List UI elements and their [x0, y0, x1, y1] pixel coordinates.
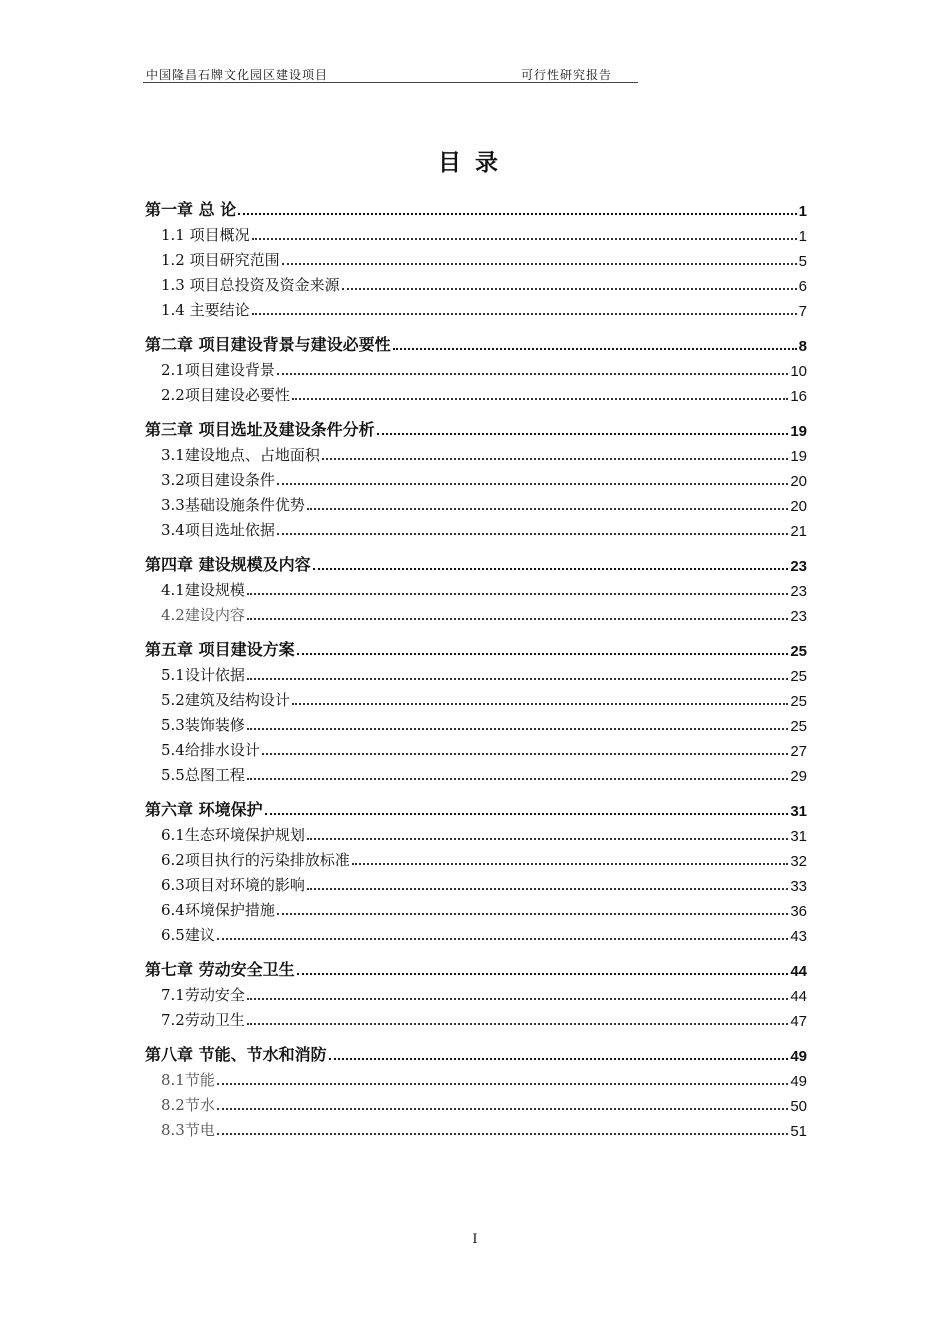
toc-entry-page: 19 [790, 423, 807, 440]
toc-entry-label: 第二章 项目建设背景与建设必要性 [145, 335, 391, 354]
toc-section-entry[interactable] [145, 980, 807, 1005]
dot-leader [277, 913, 788, 915]
toc-chapter-entry[interactable] [145, 414, 807, 440]
toc-section-entry[interactable] [145, 1005, 807, 1030]
dot-leader [277, 533, 788, 535]
toc-title: 目录 [438, 149, 512, 176]
toc-entry-page: 20 [790, 473, 807, 490]
toc-entry-label: 2.2项目建设必要性 [161, 386, 290, 404]
toc-section-entry[interactable] [145, 295, 807, 320]
dot-leader [252, 238, 797, 240]
toc-section-entry[interactable] [145, 685, 807, 710]
toc-entry-page: 44 [790, 963, 807, 980]
dot-leader [277, 483, 788, 485]
toc-entry-page: 23 [790, 608, 807, 625]
toc-section-entry[interactable] [145, 515, 807, 540]
toc-entry-page: 25 [790, 718, 807, 735]
toc-entry-page: 43 [790, 928, 807, 945]
toc-entry-label: 5.3装饰装修 [161, 716, 245, 734]
toc-entry-label: 5.2建筑及结构设计 [161, 691, 290, 709]
toc-entry-label: 3.3基础设施条件优势 [161, 496, 305, 514]
toc-entry-page: 49 [790, 1073, 807, 1090]
toc-entry-label: 第八章 节能、节水和消防 [145, 1045, 327, 1064]
toc-section-entry[interactable] [145, 870, 807, 895]
dot-leader [313, 568, 789, 570]
dot-leader [247, 593, 788, 595]
dot-leader [393, 348, 797, 350]
toc-section-entry[interactable] [145, 600, 807, 625]
toc-chapter-entry[interactable] [145, 794, 807, 820]
toc-entry-label: 第三章 项目选址及建设条件分析 [145, 420, 375, 439]
toc-chapter-entry[interactable] [145, 549, 807, 575]
toc-entry-label: 6.3项目对环境的影响 [161, 876, 305, 894]
toc-entry-page: 25 [790, 643, 807, 660]
toc-entry-label: 6.1生态环境保护规划 [161, 826, 305, 844]
toc-entry-label: 8.2节水 [161, 1096, 215, 1114]
dot-leader [377, 433, 789, 435]
toc-chapter-entry[interactable] [145, 954, 807, 980]
toc-section-entry[interactable] [145, 1090, 807, 1115]
toc-entry-label: 1.2 项目研究范围 [161, 251, 280, 269]
toc-section-entry[interactable] [145, 845, 807, 870]
header-project-title: 中国隆昌石牌文化园区建设项目 [146, 68, 329, 82]
dot-leader [307, 508, 788, 510]
toc-entry-label: 1.4 主要结论 [161, 301, 250, 319]
toc-section-entry[interactable] [145, 710, 807, 735]
dot-leader [247, 998, 788, 1000]
header-report-type: 可行性研究报告 [521, 68, 613, 82]
dot-leader [247, 778, 788, 780]
toc-section-entry[interactable] [145, 1065, 807, 1090]
toc-section-entry[interactable] [145, 355, 807, 380]
toc-chapter-entry[interactable] [145, 634, 807, 660]
toc-entry-page: 25 [790, 668, 807, 685]
toc-entry-page: 23 [790, 558, 807, 575]
toc-chapter-entry[interactable] [145, 194, 807, 220]
toc-entry-page: 23 [790, 583, 807, 600]
dot-leader [265, 813, 789, 815]
toc-section-entry[interactable] [145, 820, 807, 845]
toc-section-entry[interactable] [145, 735, 807, 760]
dot-leader [247, 618, 788, 620]
dot-leader [292, 703, 788, 705]
toc-entry-page: 7 [798, 303, 807, 320]
toc-entry-label: 2.1项目建设背景 [161, 361, 275, 379]
toc-entry-label: 第七章 劳动安全卫生 [145, 960, 295, 979]
toc-entry-page: 25 [790, 693, 807, 710]
toc-entry-page: 33 [790, 878, 807, 895]
toc-entry-page: 16 [790, 388, 807, 405]
toc-entry-page: 8 [798, 338, 807, 355]
toc-entry-page: 27 [790, 743, 807, 760]
dot-leader [282, 263, 797, 265]
page-number: I [472, 1232, 478, 1247]
toc-entry-page: 44 [790, 988, 807, 1005]
toc-section-entry[interactable] [145, 895, 807, 920]
toc-entry-label: 5.4给排水设计 [161, 741, 260, 759]
toc-entry-page: 21 [790, 523, 807, 540]
toc-section-entry[interactable] [145, 1115, 807, 1140]
toc-section-entry[interactable] [145, 760, 807, 785]
toc-entry-page: 32 [790, 853, 807, 870]
page-header [143, 64, 638, 83]
toc-entry-label: 第四章 建设规模及内容 [145, 555, 311, 574]
toc-entry-label: 第一章 总 论 [145, 200, 237, 219]
toc-section-entry[interactable] [145, 245, 807, 270]
toc-entry-page: 1 [798, 203, 807, 220]
toc-section-entry[interactable] [145, 490, 807, 515]
toc-section-entry[interactable] [145, 270, 807, 295]
toc-entry-label: 5.5总图工程 [161, 766, 245, 784]
toc-entry-label: 1.3 项目总投资及资金来源 [161, 276, 340, 294]
toc-entry-label: 7.1劳动安全 [161, 986, 245, 1004]
dot-leader [322, 458, 788, 460]
toc-entry-page: 49 [790, 1048, 807, 1065]
dot-leader [247, 1023, 788, 1025]
toc-entry-page: 51 [790, 1123, 807, 1140]
toc-entry-page: 20 [790, 498, 807, 515]
dot-leader [262, 753, 788, 755]
toc-entry-label: 第六章 环境保护 [145, 800, 263, 819]
toc-entry-page: 29 [790, 768, 807, 785]
toc-chapter-entry[interactable] [145, 1039, 807, 1065]
toc-entry-label: 7.2劳动卫生 [161, 1011, 245, 1029]
dot-leader [329, 1058, 789, 1060]
toc-entry-page: 31 [790, 803, 807, 820]
toc-entry-page: 10 [790, 363, 807, 380]
toc-section-entry[interactable] [145, 440, 807, 465]
dot-leader [307, 838, 788, 840]
toc-entry-label: 3.4项目选址依据 [161, 521, 275, 539]
toc-section-entry[interactable] [145, 575, 807, 600]
toc-section-entry[interactable] [145, 465, 807, 490]
dot-leader [352, 863, 788, 865]
toc-entry-label: 4.2建设内容 [161, 606, 245, 624]
toc-entry-label: 4.1建设规模 [161, 581, 245, 599]
toc-entry-label: 5.1设计依据 [161, 666, 245, 684]
dot-leader [252, 313, 797, 315]
dot-leader [217, 1083, 788, 1085]
toc-entry-page: 5 [798, 253, 807, 270]
dot-leader [217, 938, 788, 940]
dot-leader [217, 1133, 788, 1135]
toc-entry-label: 8.3节电 [161, 1121, 215, 1139]
dot-leader [247, 678, 788, 680]
toc-entry-label: 1.1 项目概况 [161, 226, 250, 244]
toc-entry-page: 50 [790, 1098, 807, 1115]
toc-entry-page: 6 [798, 278, 807, 295]
toc-entry-page: 19 [790, 448, 807, 465]
toc-chapter-entry[interactable] [145, 329, 807, 355]
dot-leader [247, 728, 788, 730]
dot-leader [217, 1108, 788, 1110]
toc-section-entry[interactable] [145, 920, 807, 945]
dot-leader [277, 373, 788, 375]
toc-entry-label: 6.4环境保护措施 [161, 901, 275, 919]
dot-leader [297, 653, 789, 655]
dot-leader [307, 888, 788, 890]
dot-leader [297, 973, 789, 975]
toc-entry-label: 3.2项目建设条件 [161, 471, 275, 489]
toc-entry-label: 6.5建议 [161, 926, 215, 944]
dot-leader [292, 398, 788, 400]
toc-entry-page: 36 [790, 903, 807, 920]
toc-entry-label: 8.1节能 [161, 1071, 215, 1089]
toc-entry-page: 31 [790, 828, 807, 845]
toc-section-entry[interactable] [145, 660, 807, 685]
toc-entry-page: 1 [798, 228, 807, 245]
toc-entry-page: 47 [790, 1013, 807, 1030]
toc-section-entry[interactable] [145, 220, 807, 245]
toc-section-entry[interactable] [145, 380, 807, 405]
toc-entry-label: 第五章 项目建设方案 [145, 640, 295, 659]
toc-entry-label: 6.2项目执行的污染排放标准 [161, 851, 350, 869]
dot-leader [342, 288, 797, 290]
dot-leader [238, 213, 797, 215]
toc-entry-label: 3.1建设地点、占地面积 [161, 446, 320, 464]
table-of-contents [145, 194, 807, 1140]
